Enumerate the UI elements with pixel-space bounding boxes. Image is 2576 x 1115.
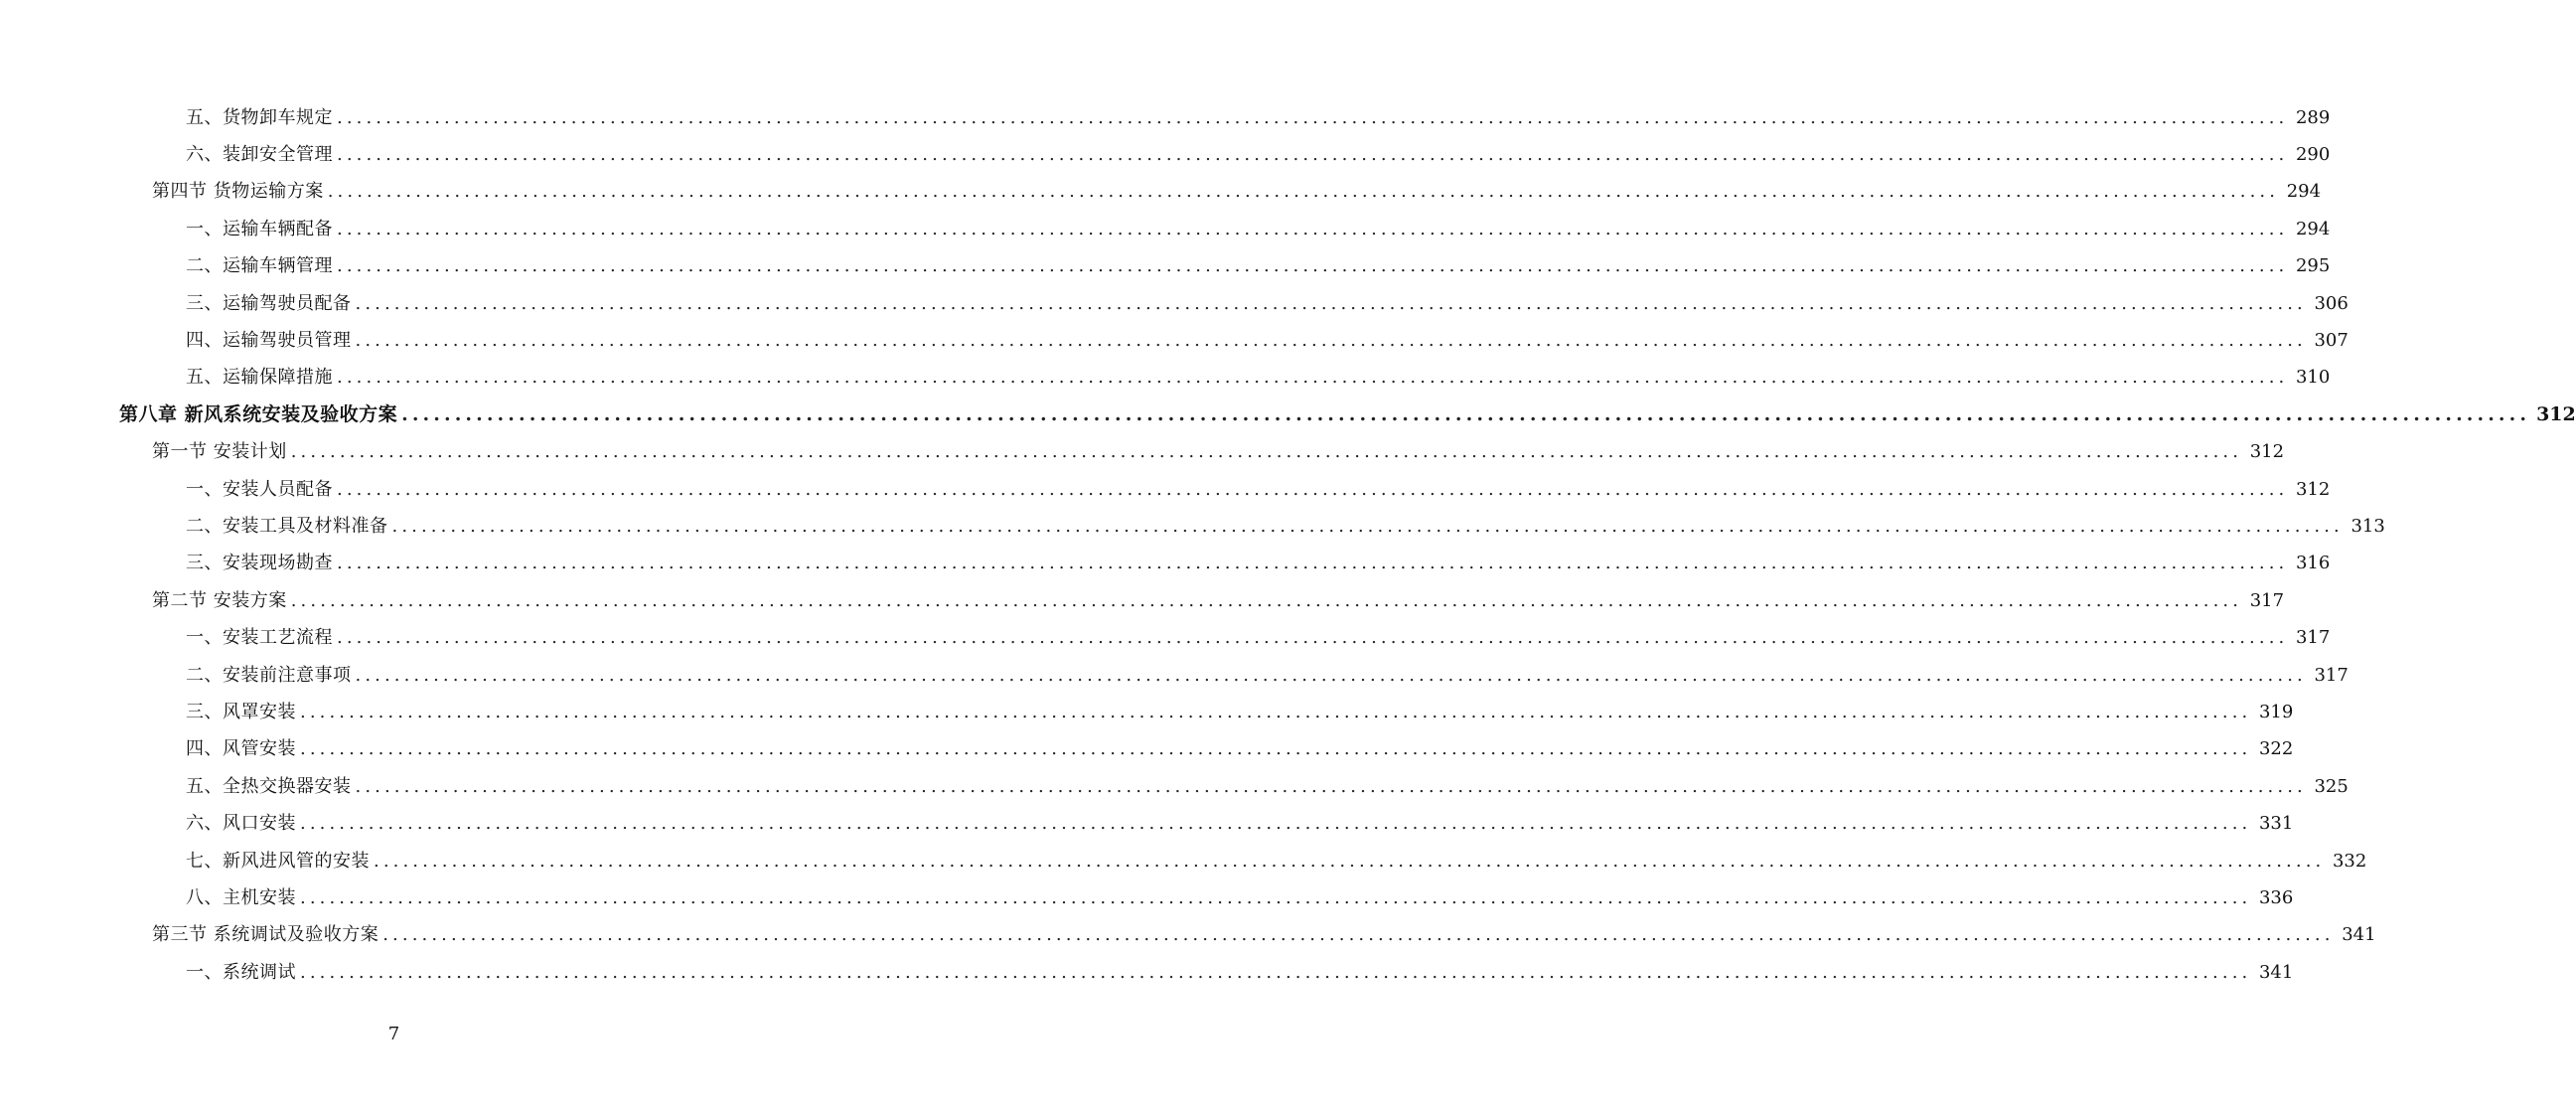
toc-entry-title: 五、运输保障措施 (186, 367, 333, 389)
toc-entry-title: 一、系统调试 (186, 961, 296, 983)
toc-item-entry[interactable] (0, 768, 2349, 805)
toc-item-entry[interactable] (0, 694, 2294, 730)
toc-entry-title: 五、全热交换器安装 (186, 775, 352, 797)
toc-dot-leader: ........................................................................................................................................................................................................ (337, 218, 2289, 239)
toc-item-entry[interactable] (0, 843, 2367, 879)
toc-entry-title: 一、安装工艺流程 (186, 627, 333, 649)
toc-dot-leader: ........................................................................................................................................................................................................ (337, 367, 2289, 389)
toc-item-entry[interactable] (0, 211, 2331, 247)
toc-dot-leader: ........................................................................................................................................................................................................ (290, 589, 2243, 611)
toc-entry-title: 一、安装人员配备 (186, 478, 333, 500)
toc-entry-title: 六、风口安装 (186, 813, 296, 835)
toc-item-entry[interactable] (0, 136, 2331, 173)
toc-entry-page: 312 (2536, 403, 2576, 426)
toc-dot-leader: ........................................................................................................................................................................................................ (355, 775, 2307, 797)
toc-chapter-entry[interactable] (0, 397, 2576, 433)
toc-dot-leader: ........................................................................................................................................................................................................ (337, 144, 2289, 166)
toc-dot-leader: ........................................................................................................................................................................................................ (374, 850, 2326, 872)
toc-item-entry[interactable] (0, 657, 2349, 694)
toc-entry-page: 341 (2258, 961, 2294, 983)
toc-item-entry[interactable] (0, 954, 2294, 991)
toc-entry-title: 三、风罩安装 (186, 701, 296, 722)
toc-dot-leader: ........................................................................................................................................................................................................ (337, 478, 2289, 500)
toc-entry-title: 一、运输车辆配备 (186, 218, 333, 239)
toc-entry-title: 第三节 系统调试及验收方案 (152, 924, 379, 946)
table-of-contents (0, 99, 2576, 991)
toc-item-entry[interactable] (0, 508, 2385, 545)
toc-dot-leader: ........................................................................................................................................................................................................ (337, 627, 2289, 649)
toc-entry-title: 第四节 货物运输方案 (152, 181, 324, 203)
toc-entry-page: 336 (2258, 886, 2294, 908)
toc-entry-page: 290 (2295, 144, 2331, 166)
toc-item-entry[interactable] (0, 619, 2331, 656)
toc-entry-page: 294 (2295, 218, 2331, 239)
toc-dot-leader: ........................................................................................................................................................................................................ (401, 403, 2531, 426)
toc-item-entry[interactable] (0, 879, 2294, 916)
toc-section-entry[interactable] (0, 174, 2322, 211)
toc-dot-leader: ........................................................................................................................................................................................................ (391, 515, 2344, 537)
toc-entry-title: 第八章 新风系统安装及验收方案 (119, 403, 398, 426)
toc-entry-page: 341 (2342, 924, 2376, 946)
toc-item-entry[interactable] (0, 99, 2331, 136)
toc-item-entry[interactable] (0, 360, 2331, 397)
toc-entry-page: 310 (2295, 367, 2331, 389)
toc-entry-title: 二、运输车辆管理 (186, 255, 333, 277)
toc-item-entry[interactable] (0, 322, 2349, 359)
toc-entry-title: 二、安装工具及材料准备 (186, 515, 388, 537)
toc-item-entry[interactable] (0, 546, 2331, 582)
toc-dot-leader: ........................................................................................................................................................................................................ (382, 924, 2335, 946)
toc-section-entry[interactable] (0, 917, 2376, 954)
toc-dot-leader: ........................................................................................................................................................................................................ (300, 886, 2252, 908)
toc-entry-title: 八、主机安装 (186, 886, 296, 908)
toc-entry-page: 331 (2258, 813, 2294, 835)
toc-entry-page: 317 (2295, 627, 2331, 649)
toc-dot-leader: ........................................................................................................................................................................................................ (327, 181, 2280, 203)
toc-entry-title: 第二节 安装方案 (152, 589, 287, 611)
toc-entry-page: 313 (2350, 515, 2385, 537)
toc-entry-title: 三、运输驾驶员配备 (186, 292, 352, 314)
toc-entry-title: 三、安装现场勘查 (186, 553, 333, 574)
toc-entry-page: 317 (2249, 589, 2285, 611)
toc-dot-leader: ........................................................................................................................................................................................................ (300, 961, 2252, 983)
toc-dot-leader: ........................................................................................................................................................................................................ (300, 701, 2252, 722)
toc-entry-title: 七、新风进风管的安装 (186, 850, 370, 872)
toc-entry-page: 332 (2332, 850, 2367, 872)
toc-entry-page: 312 (2295, 478, 2331, 500)
toc-dot-leader: ........................................................................................................................................................................................................ (355, 664, 2307, 686)
toc-section-entry[interactable] (0, 582, 2285, 619)
toc-dot-leader: ........................................................................................................................................................................................................ (337, 255, 2289, 277)
toc-dot-leader: ........................................................................................................................................................................................................ (355, 292, 2307, 314)
toc-entry-page: 289 (2295, 106, 2331, 128)
toc-entry-page: 312 (2249, 441, 2285, 463)
toc-entry-page: 306 (2314, 292, 2349, 314)
toc-entry-title: 六、装卸安全管理 (186, 144, 333, 166)
toc-section-entry[interactable] (0, 434, 2285, 471)
toc-entry-page: 295 (2295, 255, 2331, 277)
toc-dot-leader: ........................................................................................................................................................................................................ (337, 106, 2289, 128)
toc-dot-leader: ........................................................................................................................................................................................................ (290, 441, 2243, 463)
toc-dot-leader: ........................................................................................................................................................................................................ (300, 738, 2252, 760)
toc-entry-title: 二、安装前注意事项 (186, 664, 352, 686)
toc-entry-page: 319 (2258, 701, 2294, 722)
toc-item-entry[interactable] (0, 248, 2331, 285)
toc-entry-title: 五、货物卸车规定 (186, 106, 333, 128)
toc-item-entry[interactable] (0, 285, 2349, 322)
toc-entry-page: 307 (2314, 330, 2349, 352)
toc-entry-page: 294 (2286, 181, 2322, 203)
toc-entry-title: 四、运输驾驶员管理 (186, 330, 352, 352)
toc-entry-page: 322 (2258, 738, 2294, 760)
toc-dot-leader: ........................................................................................................................................................................................................ (337, 553, 2289, 574)
toc-item-entry[interactable] (0, 471, 2331, 508)
toc-entry-page: 316 (2295, 553, 2331, 574)
toc-dot-leader: ........................................................................................................................................................................................................ (300, 813, 2252, 835)
toc-item-entry[interactable] (0, 731, 2294, 768)
toc-dot-leader: ........................................................................................................................................................................................................ (355, 330, 2307, 352)
toc-entry-page: 325 (2314, 775, 2349, 797)
page-number: 7 (387, 1024, 400, 1044)
toc-entry-title: 四、风管安装 (186, 738, 296, 760)
toc-entry-page: 317 (2314, 664, 2349, 686)
toc-entry-title: 第一节 安装计划 (152, 441, 287, 463)
toc-item-entry[interactable] (0, 805, 2294, 842)
